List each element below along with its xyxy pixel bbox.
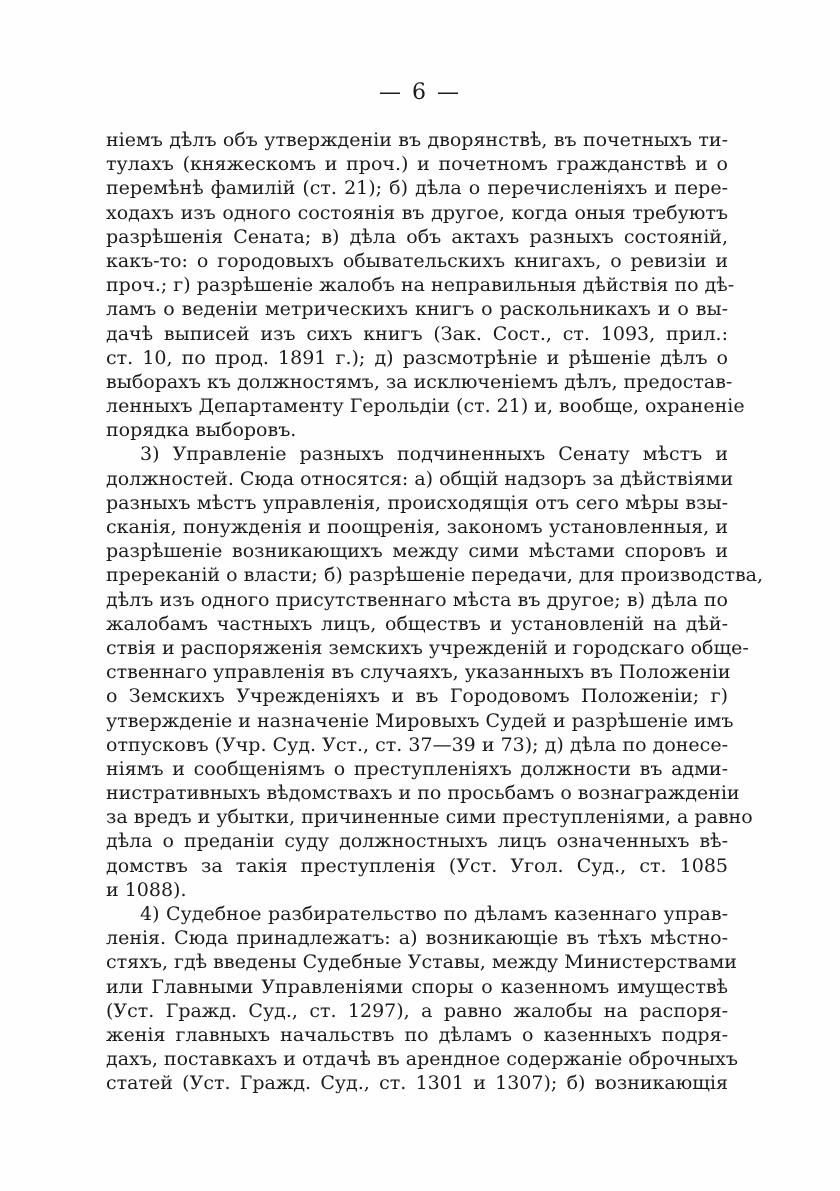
text-line: за вредъ и убытки, причиненные сими преступленіями, а равно (106, 806, 753, 829)
text-line: тулахъ (княжескомъ и проч.) и почетномъ гражданствѣ и о (106, 153, 728, 176)
text-line: нистративныхъ вѣдомствахъ и по просьбамъ о вознагражденіи (106, 782, 740, 805)
text-line: о Земскихъ Учрежденіяхъ и въ Городовомъ Положеніи; г) (106, 685, 728, 708)
text-line: ніемъ дѣлъ объ утвержденіи въ дворянствѣ, въ почетныхъ ти- (106, 129, 728, 151)
body-text (106, 128, 764, 1096)
text-line: порядка выборовъ. (106, 419, 297, 442)
text-line: отпусковъ (Учр. Суд. Уст., ст. 37—39 и 73); д) дѣла по донесе- (106, 733, 728, 756)
text-line: ствія и распоряженія земскихъ учрежденій и городскаго обще- (106, 636, 749, 659)
text-line: статей (Уст. Гражд. Суд., ст. 1301 и 1307); б) возникающія (106, 1072, 728, 1095)
page-number: — 6 — (379, 80, 461, 105)
text-line: какъ-то: о городовыхъ обывательскихъ книгахъ, о ревизіи и (106, 249, 728, 272)
text-line: стяхъ, гдѣ введены Судебные Уставы, между Министерствами (106, 951, 737, 974)
text-line: разрѣшеніе возникающихъ между сими мѣстами споровъ и (106, 540, 728, 563)
text-line: или Главными Управленіями споры о казенномъ имуществѣ (106, 975, 728, 998)
text-line: утвержденіе и назначеніе Мировыхъ Судей и разрѣшеніе имъ (106, 709, 734, 732)
text-line: дѣлъ изъ одного присутственнаго мѣста въ другое; в) дѣла по (106, 588, 728, 611)
text-line: дачѣ выписей изъ сихъ книгъ (Зак. Сост., ст. 1093, прил.: (106, 322, 728, 345)
paragraph-start-line: 4) Судебное разбирательство по дѣламъ казеннаго управ- (140, 903, 728, 925)
text-line: женія главныхъ начальствъ по дѣламъ о казенныхъ подря- (106, 1023, 728, 1046)
text-line: жалобамъ частныхъ лицъ, обществъ и установленій на дѣй- (106, 612, 728, 635)
text-line: ленныхъ Департаменту Герольдіи (ст. 21) и, вообще, охраненіе (106, 395, 745, 418)
paragraph-start-line: 3) Управленіе разныхъ подчиненныхъ Сенату мѣстъ и (140, 443, 728, 466)
text-line: ст. 10, по прод. 1891 г.); д) разсмотрѣніе и рѣшеніе дѣлъ о (106, 346, 728, 369)
text-line: разныхъ мѣстъ управленія, происходящія отъ сего мѣры взы- (106, 491, 728, 514)
text-line: перемѣнѣ фамилій (ст. 21); б) дѣла о перечисленіяхъ и пере- (106, 177, 728, 200)
text-line: ленія. Сюда принадлежатъ: а) возникающіе въ тѣхъ мѣстно- (106, 927, 728, 950)
text-line: и 1088). (106, 878, 187, 901)
text-line: проч.; г) разрѣшеніе жалобъ на неправильныя дѣйствія по дѣ- (106, 274, 735, 297)
text-line: дахъ, поставкахъ и отдачѣ въ арендное содержаніе оброчныхъ (106, 1048, 738, 1071)
text-line: дѣла о преданіи суду должностныхъ лицъ означенныхъ вѣ- (106, 830, 728, 853)
text-line: ственнаго управленія въ случаяхъ, указанныхъ въ Положеніи (106, 661, 731, 684)
text-line: разрѣшенія Сената; в) дѣла объ актахъ разныхъ состояній, (106, 225, 728, 248)
text-line: домствъ за такія преступленія (Уст. Угол. Суд., ст. 1085 (106, 854, 728, 877)
text-line: (Уст. Гражд. Суд., ст. 1297), а равно жалобы на распоря- (106, 999, 728, 1022)
text-line: пререканій о власти; б) разрѣшеніе передачи, для производства, (106, 564, 764, 587)
text-line: должностей. Сюда относятся: а) общій надзоръ за дѣйствіями (106, 467, 734, 490)
text-line: ходахъ изъ одного состоянія въ другое, когда оныя требуютъ (106, 201, 728, 224)
text-line: сканія, понужденія и поощренія, закономъ установленныя, и (106, 516, 728, 538)
text-line: выборахъ къ должностямъ, за исключеніемъ дѣлъ, предостав- (106, 370, 733, 393)
text-line: ніямъ и сообщеніямъ о преступленіяхъ должности въ адми- (106, 757, 728, 780)
text-line: ламъ о веденіи метрическихъ книгъ о раскольникахъ и о вы- (106, 298, 728, 321)
